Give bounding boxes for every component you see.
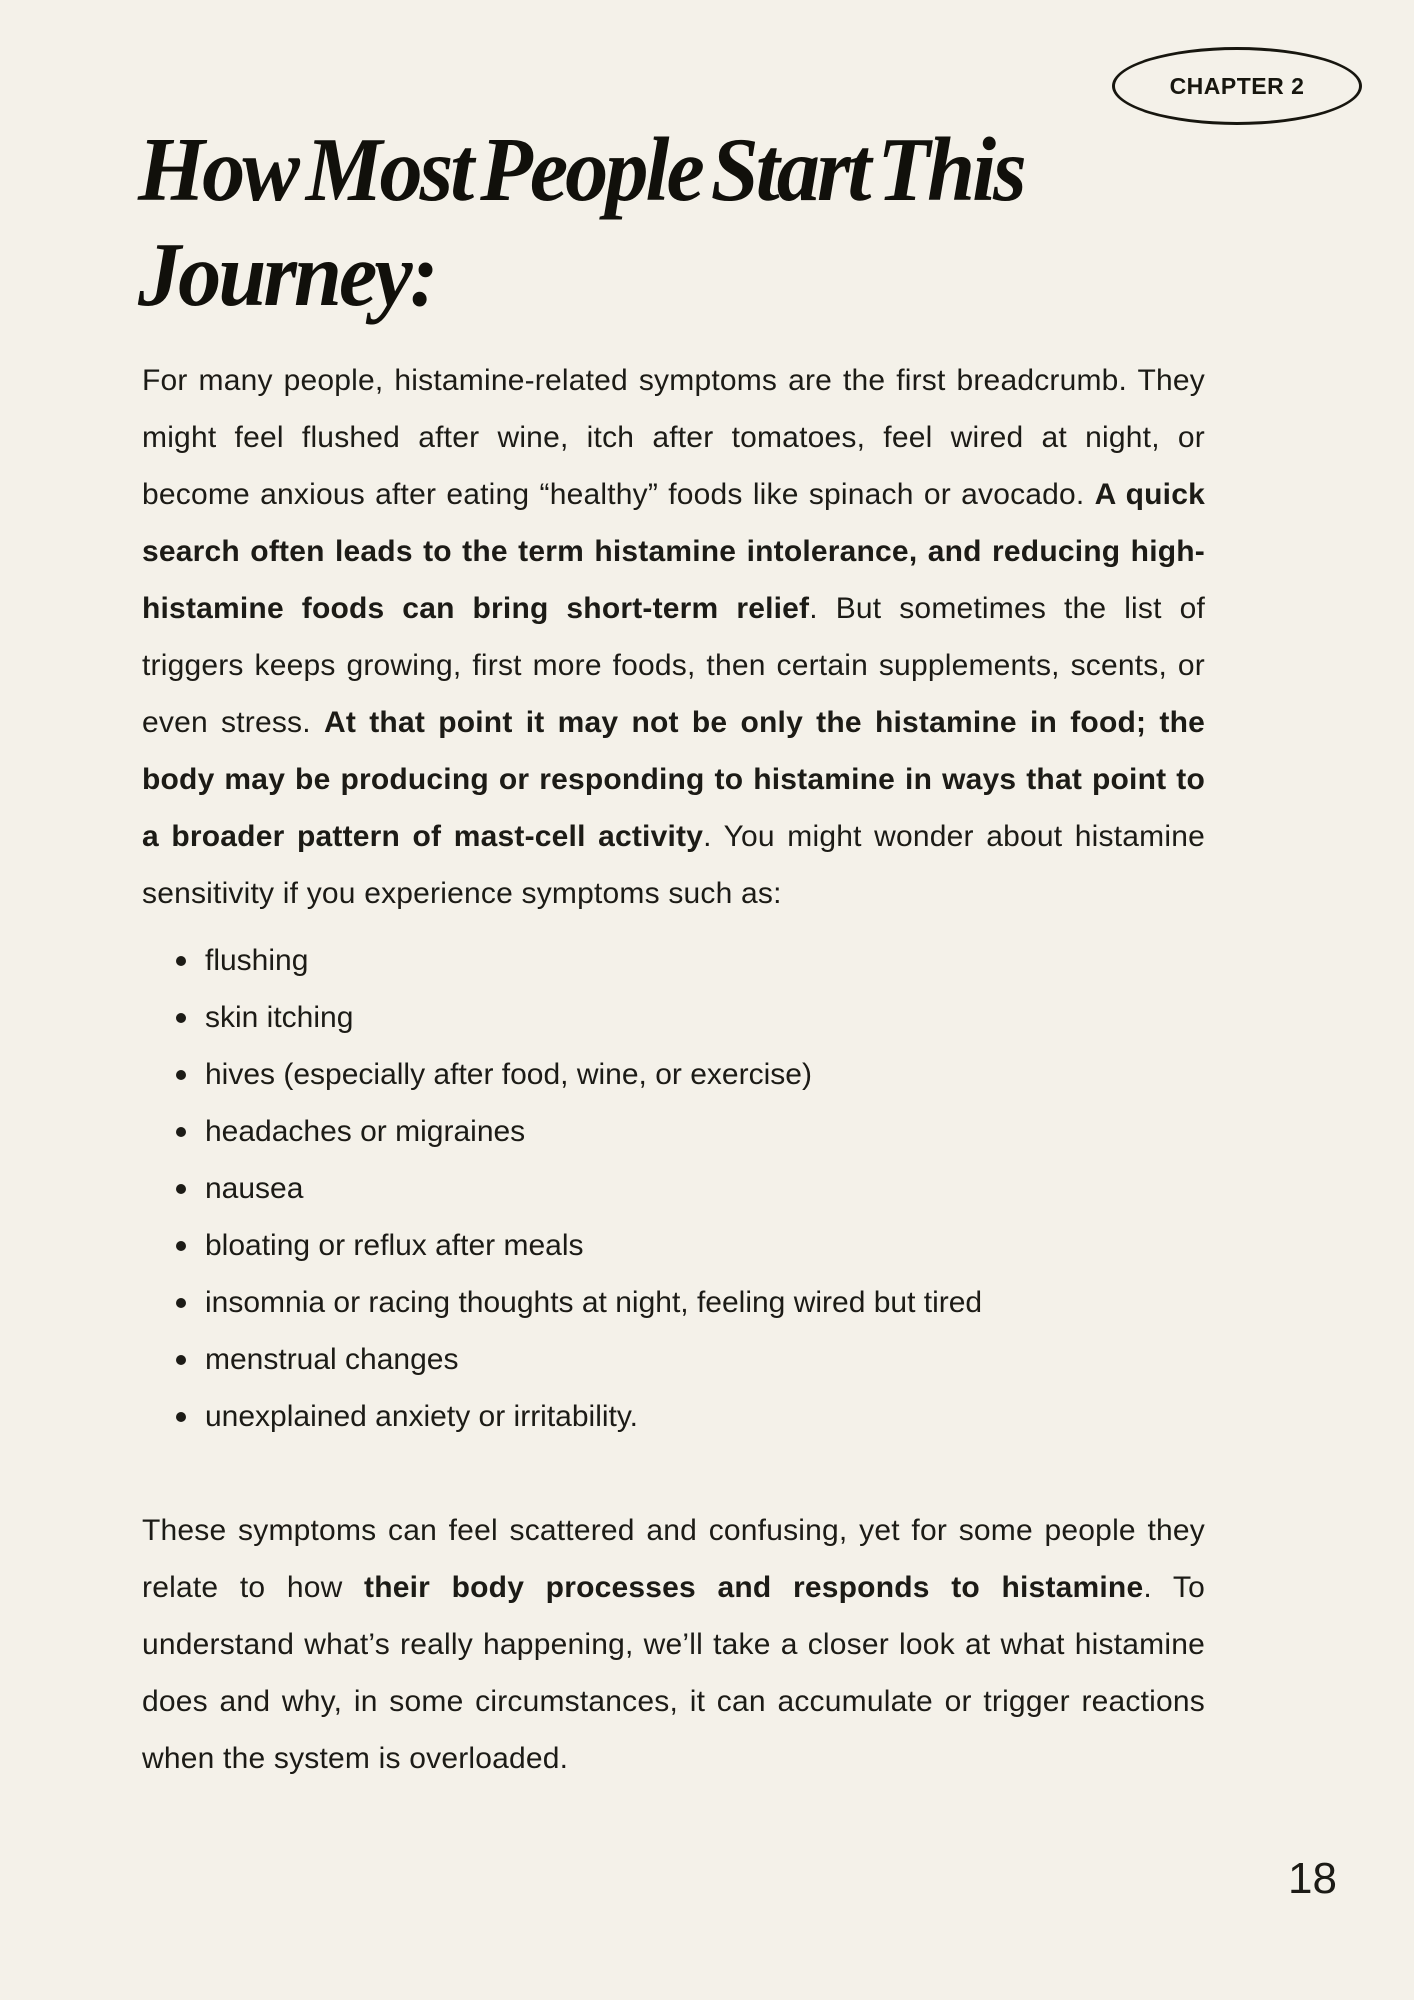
intro-paragraph [142, 352, 1205, 922]
chapter-badge [1112, 47, 1362, 125]
symptom-list [142, 932, 1205, 1445]
closing-paragraph [142, 1502, 1205, 1787]
symptom-item: menstrual changes [142, 1331, 1205, 1388]
page-content [142, 352, 1205, 1787]
page-title-line2: Journey: [138, 225, 436, 326]
bold-text-run: their body processes and responds to histamine [364, 1571, 1144, 1604]
bold-text-run: A quick search often leads to the term histamine intolerance, and reducing high-histamine foods can bring short-term relief [142, 478, 1205, 625]
symptom-item: hives (especially after food, wine, or exercise) [142, 1046, 1205, 1103]
symptom-item: insomnia or racing thoughts at night, feeling wired but tired [142, 1274, 1205, 1331]
symptom-item: bloating or reflux after meals [142, 1217, 1205, 1274]
symptom-item: unexplained anxiety or irritability. [142, 1388, 1205, 1445]
bold-text-run: At that point it may not be only the histamine in food; the body may be producing or responding to histamine in ways that point to a broader pattern of mast-cell activity [142, 706, 1205, 853]
text-run: For many people, histamine-related symptoms are the first breadcrumb. They might feel flushed after wine, itch after tomatoes, feel wired at night, or become anxious after eating “healthy” foods like spinach or avocado. [142, 364, 1205, 511]
symptom-item: skin itching [142, 989, 1205, 1046]
text-run: These symptoms can feel scattered and confusing, yet for some people they relate to how [142, 1514, 1205, 1604]
text-run: . To understand what’s really happening, we’ll take a closer look at what histamine does and why, in some circumstances, it can accumulate or trigger reactions when the system is overloaded. [142, 1571, 1206, 1775]
chapter-badge-label: CHAPTER 2 [1169, 72, 1305, 99]
symptom-item: flushing [142, 932, 1205, 989]
page-title-line1: How Most People Start This [138, 120, 1024, 221]
symptom-item: headaches or migraines [142, 1103, 1205, 1160]
page-title [138, 118, 1236, 328]
page-number: 18 [1288, 1854, 1337, 1903]
text-run: . You might wonder about histamine sensitivity if you experience symptoms such as: [142, 820, 1205, 910]
text-run: . But sometimes the list of triggers keeps growing, first more foods, then certain supplements, scents, or even stress. [142, 592, 1205, 739]
symptom-item: nausea [142, 1160, 1205, 1217]
